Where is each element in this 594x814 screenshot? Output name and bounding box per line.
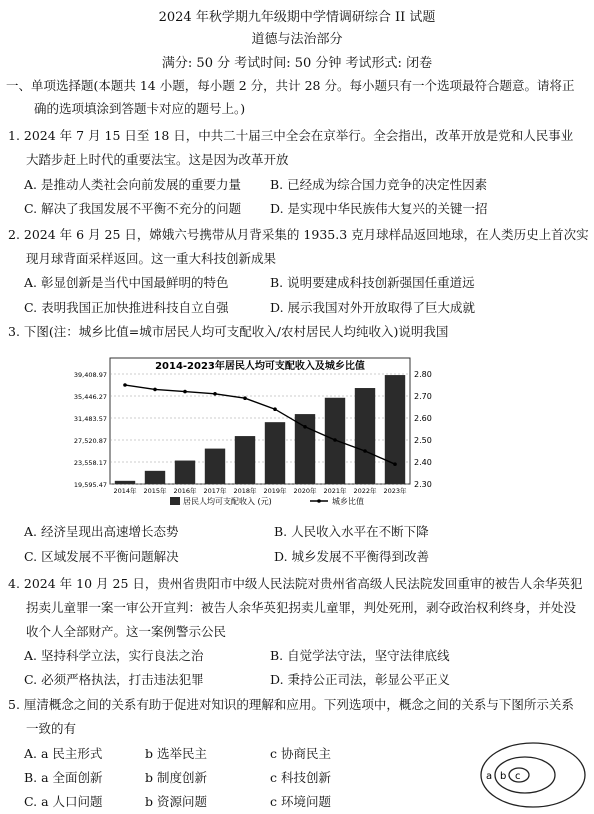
legend-line-label: 城乡比值 — [332, 497, 364, 506]
bar — [235, 436, 255, 484]
question-4-line3: 收个人全部财产。这一案例警示公民 — [26, 624, 227, 639]
diagram-label-c: c — [515, 771, 521, 782]
question-2-line1: 2. 2024 年 6 月 25 日，嫦娥六号携带从月背采集的 1935.3 克月球样品返回地球，在人类历史上首次实 — [8, 227, 589, 242]
bar — [355, 388, 375, 484]
option-c[interactable]: C. 解决了我国发展不平衡不充分的问题 — [24, 201, 242, 216]
y-right-tick-label: 2.30 — [414, 480, 432, 489]
option-b[interactable]: B. 说明要建成科技创新强国任重道远 — [270, 275, 475, 290]
option-a[interactable]: A. 是推动人类社会向前发展的重要力量 — [24, 177, 241, 192]
legend-bar-swatch — [170, 497, 180, 505]
option-b-c: c 科技创新 — [270, 770, 331, 785]
option-b[interactable]: B. 自觉学法守法，坚守法律底线 — [270, 648, 450, 663]
bar — [175, 461, 195, 484]
x-tick-label: 2021年 — [323, 487, 347, 495]
question-5-line1: 5. 厘清概念之间的关系有助于促进对知识的理解和应用。下列选项中，概念之间的关系与下图所示关系 — [8, 697, 574, 712]
option-c-a[interactable]: C. a 人口问题 — [24, 794, 103, 809]
x-tick-label: 2016年 — [173, 487, 197, 495]
option-a-b: b 选举民主 — [145, 746, 207, 761]
ratio-point — [303, 425, 307, 429]
ratio-point — [123, 383, 127, 387]
x-tick-label: 2017年 — [203, 487, 227, 495]
ratio-point — [363, 449, 367, 453]
ratio-point — [273, 407, 277, 411]
question-4-line2: 拐卖儿童罪一案一审公开宣判：被告人余华英犯拐卖儿童罪，判处死刑，剥夺政治权利终身，并处没 — [26, 600, 577, 615]
y-left-tick-label: 27,520.87 — [73, 437, 107, 445]
exam-subtitle: 道德与法治部分 — [251, 32, 343, 47]
x-tick-label: 2020年 — [293, 487, 317, 495]
x-tick-label: 2015年 — [143, 487, 167, 495]
concept-relation-diagram — [478, 740, 588, 810]
question-5-line2: 一致的有 — [26, 721, 77, 736]
question-1-line1: 1. 2024 年 7 月 15 日至 18 日，中共二十届三中全会在京举行。全会指出，改革开放是党和人民事业 — [8, 128, 574, 143]
y-left-tick-label: 23,558.17 — [73, 459, 107, 467]
ratio-point — [393, 462, 397, 466]
question-3-line1: 3. 下图(注：城乡比值=城市居民人均可支配收入/农村居民人均纯收入)说明我国 — [8, 324, 449, 339]
option-c-c: c 环境问题 — [270, 794, 331, 809]
x-tick-label: 2022年 — [353, 487, 377, 495]
bar — [145, 471, 165, 484]
x-tick-label: 2018年 — [233, 487, 257, 495]
section-heading-line2: 确的选项填涂到答题卡对应的题号上。) — [34, 101, 246, 116]
option-a[interactable]: A. 坚持科学立法，实行良法之治 — [24, 648, 204, 663]
ratio-point — [243, 396, 247, 400]
option-d[interactable]: D. 秉持公正司法，彰显公平正义 — [270, 672, 451, 687]
ratio-point — [153, 388, 157, 392]
x-tick-label: 2019年 — [263, 487, 287, 495]
bar — [115, 481, 135, 484]
option-c[interactable]: C. 必须严格执法，打击违法犯罪 — [24, 672, 204, 687]
diagram-label-b: b — [500, 771, 507, 782]
question-2-line2: 现月球背面采样返回。这一重大科技创新成果 — [26, 251, 277, 266]
outer-ellipse — [481, 743, 585, 807]
section-heading-line1: 一、单项选择题(本题共 14 小题，每小题 2 分，共计 28 分。每小题只有一个选项最符合题意。请将正 — [6, 78, 575, 93]
ratio-point — [213, 392, 217, 396]
y-left-tick-label: 19,595.47 — [73, 481, 107, 489]
option-c[interactable]: C. 区域发展不平衡问题解决 — [24, 549, 179, 564]
y-right-tick-label: 2.70 — [414, 392, 432, 401]
option-a[interactable]: A. 经济呈现出高速增长态势 — [24, 524, 179, 539]
y-left-tick-label: 31,483.57 — [73, 415, 107, 423]
diagram-label-a: a — [486, 771, 493, 782]
option-a-c: c 协商民主 — [270, 746, 331, 761]
y-right-tick-label: 2.50 — [414, 436, 432, 445]
legend-line-marker — [317, 499, 321, 503]
y-right-tick-label: 2.40 — [414, 458, 432, 467]
legend-bar-label: 居民人均可支配收入 (元) — [183, 497, 272, 506]
ratio-point — [333, 438, 337, 442]
y-left-tick-label: 39,408.97 — [73, 371, 107, 379]
x-tick-label: 2023年 — [383, 487, 407, 495]
option-b[interactable]: B. 已经成为综合国力竞争的决定性因素 — [270, 177, 488, 192]
option-d[interactable]: D. 城乡发展不平衡得到改善 — [274, 549, 430, 564]
option-b-b: b 制度创新 — [145, 770, 207, 785]
exam-info: 满分: 50 分 考试时间: 50 分钟 考试形式: 闭卷 — [161, 56, 433, 71]
income-chart — [58, 348, 448, 512]
question-1-line2: 大踏步赶上时代的重要法宝。这是因为改革开放 — [26, 152, 289, 167]
y-left-tick-label: 35,446.27 — [73, 393, 107, 401]
option-d[interactable]: D. 是实现中华民族伟大复兴的关键一招 — [270, 201, 488, 216]
option-c[interactable]: C. 表明我国正加快推进科技自立自强 — [24, 300, 229, 315]
x-tick-label: 2014年 — [113, 487, 137, 495]
question-4-line1: 4. 2024 年 10 月 25 日，贵州省贵阳市中级人民法院对贵州省高级人民法院发回重审的被告人余华英犯 — [8, 576, 583, 591]
option-b-a[interactable]: B. a 全面创新 — [24, 770, 103, 785]
bar — [205, 449, 225, 484]
bar — [385, 375, 405, 484]
option-c-b: b 资源问题 — [145, 794, 207, 809]
y-right-tick-label: 2.80 — [414, 370, 432, 379]
option-d[interactable]: D. 展示我国对外开放取得了巨大成就 — [270, 300, 476, 315]
bar — [295, 414, 315, 484]
option-a-a[interactable]: A. a 民主形式 — [24, 746, 103, 761]
exam-title: 2024 年秋学期九年级期中学情调研综合 II 试题 — [158, 10, 436, 25]
income-chart-svg — [58, 348, 448, 512]
ratio-point — [183, 390, 187, 394]
ratio-line — [125, 385, 395, 464]
option-a[interactable]: A. 彰显创新是当代中国最鲜明的特色 — [24, 275, 229, 290]
chart-title: 2014-2023年居民人均可支配收入及城乡比值 — [155, 361, 365, 372]
y-right-tick-label: 2.60 — [414, 414, 432, 423]
option-b[interactable]: B. 人民收入水平在不断下降 — [274, 524, 429, 539]
bar — [265, 422, 285, 484]
